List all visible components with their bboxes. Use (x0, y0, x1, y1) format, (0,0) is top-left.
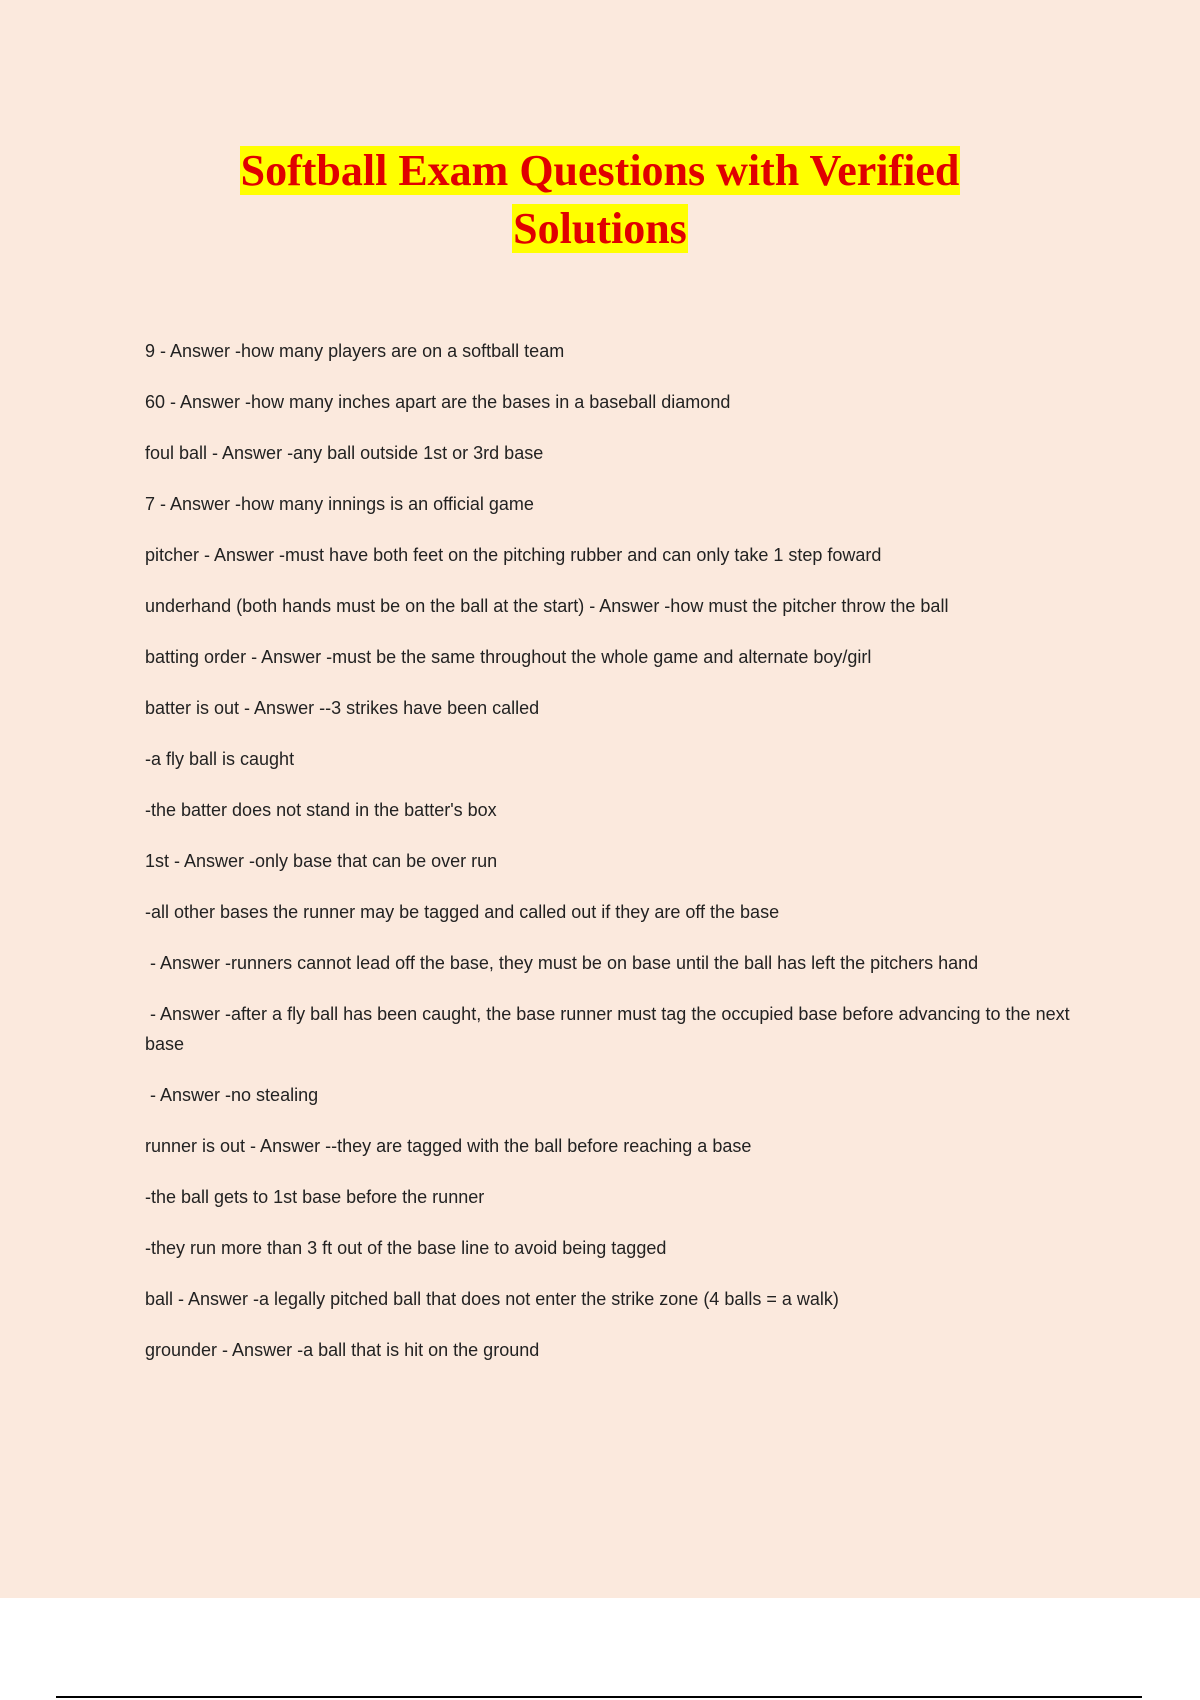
qa-entry: batting order - Answer -must be the same throughout the whole game and alternate boy/girl (145, 647, 872, 667)
qa-entry: batter is out - Answer --3 strikes have been called (145, 698, 540, 718)
qa-entry: ball - Answer -a legally pitched ball that does not enter the strike zone (4 balls = a walk) (145, 1289, 839, 1309)
qa-entry: runner is out - Answer --they are tagged with the ball before reaching a base (145, 1136, 752, 1156)
qa-entry: 9 - Answer -how many players are on a softball team (145, 341, 565, 361)
qa-entry: foul ball - Answer -any ball outside 1st or 3rd base (145, 443, 544, 463)
qa-entry: - Answer -after a fly ball has been caught, the base runner must tag the occupied base before advancing to the next base (145, 1004, 1075, 1054)
title-line-1: Softball Exam Questions with Verified (240, 146, 960, 195)
qa-entry: underhand (both hands must be on the ball at the start) - Answer -how must the pitcher throw the ball (145, 596, 949, 616)
qa-entry: -they run more than 3 ft out of the base line to avoid being tagged (145, 1238, 667, 1258)
qa-entry: pitcher - Answer -must have both feet on the pitching rubber and can only take 1 step foward (145, 545, 882, 565)
page-divider-line (56, 1696, 1142, 1698)
document-title (0, 142, 1200, 258)
qa-entry: -the ball gets to 1st base before the runner (145, 1187, 485, 1207)
qa-entry: - Answer -runners cannot lead off the base, they must be on base until the ball has left the pitchers hand (145, 953, 979, 973)
qa-entry: 60 - Answer -how many inches apart are the bases in a baseball diamond (145, 392, 731, 412)
qa-entry: - Answer -no stealing (145, 1085, 319, 1105)
qa-entry: -all other bases the runner may be tagged and called out if they are off the base (145, 902, 780, 922)
qa-entry: 7 - Answer -how many innings is an official game (145, 494, 534, 514)
qa-entry: -a fly ball is caught (145, 749, 295, 769)
qa-entry: -the batter does not stand in the batter's box (145, 800, 497, 820)
qa-list (145, 336, 1085, 1386)
qa-entry: 1st - Answer -only base that can be over run (145, 851, 498, 871)
qa-entry: grounder - Answer -a ball that is hit on the ground (145, 1340, 540, 1360)
title-line-2: Solutions (513, 204, 687, 253)
